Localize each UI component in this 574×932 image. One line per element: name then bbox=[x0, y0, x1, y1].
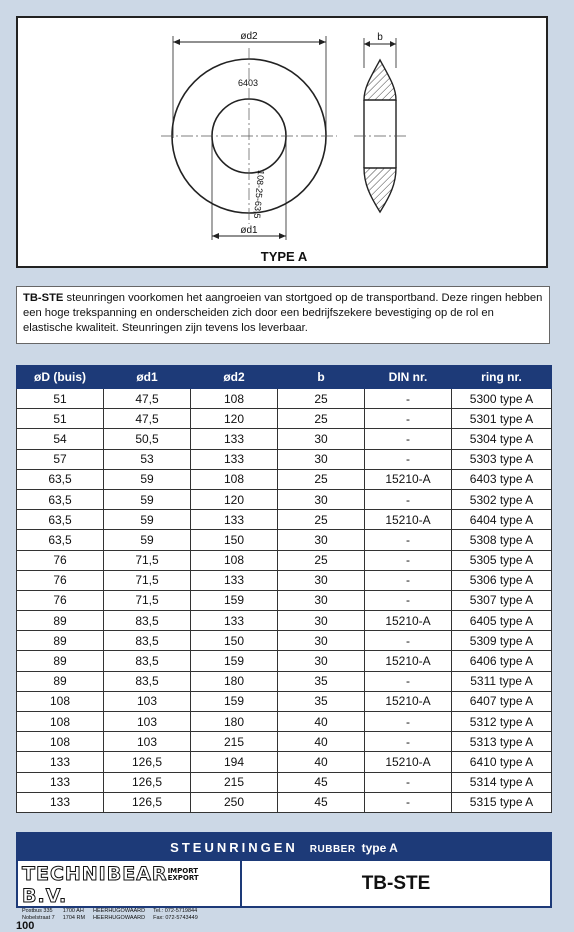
table-cell: 5301 type A bbox=[452, 409, 552, 429]
table-row bbox=[17, 691, 552, 711]
table-cell: 30 bbox=[278, 530, 365, 550]
table-cell: 63,5 bbox=[17, 530, 104, 550]
table-cell: 53 bbox=[104, 449, 191, 469]
table-row bbox=[17, 651, 552, 671]
table-cell: 133 bbox=[191, 449, 278, 469]
dimensions-table bbox=[16, 365, 552, 813]
table-row bbox=[17, 550, 552, 570]
table-cell: 133 bbox=[17, 772, 104, 792]
table-cell: 180 bbox=[191, 671, 278, 691]
table-cell: 5312 type A bbox=[452, 712, 552, 732]
table-cell: 25 bbox=[278, 550, 365, 570]
table-row bbox=[17, 510, 552, 530]
table-cell: 30 bbox=[278, 489, 365, 509]
table-cell: 25 bbox=[278, 389, 365, 409]
footer-material: RUBBER bbox=[309, 844, 356, 855]
table-cell: 54 bbox=[17, 429, 104, 449]
table-cell: - bbox=[365, 570, 452, 590]
description-box bbox=[16, 286, 550, 344]
table-cell: 45 bbox=[278, 772, 365, 792]
table-row bbox=[17, 530, 552, 550]
table-cell: 6404 type A bbox=[452, 510, 552, 530]
table-cell: 83,5 bbox=[104, 651, 191, 671]
table-cell: - bbox=[365, 489, 452, 509]
header-od1: ød1 bbox=[104, 366, 191, 389]
profile-top-section bbox=[364, 60, 396, 100]
table-row bbox=[17, 792, 552, 812]
table-cell: 5311 type A bbox=[452, 671, 552, 691]
table-header-row bbox=[17, 366, 552, 389]
table-cell: - bbox=[365, 732, 452, 752]
table-cell: 194 bbox=[191, 752, 278, 772]
table-cell: 40 bbox=[278, 732, 365, 752]
table-cell: 45 bbox=[278, 792, 365, 812]
ring-drawing bbox=[18, 18, 550, 270]
header-od-buis: øD (buis) bbox=[17, 366, 104, 389]
type-label: TYPE A bbox=[260, 249, 308, 264]
company-logo bbox=[22, 863, 236, 907]
od1-label: ød1 bbox=[240, 225, 258, 236]
ring-code-embossed: 6403 bbox=[237, 78, 259, 88]
table-cell: 126,5 bbox=[104, 752, 191, 772]
table-cell: 40 bbox=[278, 712, 365, 732]
table-cell: 103 bbox=[104, 691, 191, 711]
table-cell: 25 bbox=[278, 469, 365, 489]
table-cell: 15210-A bbox=[365, 510, 452, 530]
table-cell: 51 bbox=[17, 409, 104, 429]
table-cell: 57 bbox=[17, 449, 104, 469]
header-ring-nr: ring nr. bbox=[452, 366, 552, 389]
table-cell: 5313 type A bbox=[452, 732, 552, 752]
table-cell: 159 bbox=[191, 651, 278, 671]
table-cell: 5309 type A bbox=[452, 631, 552, 651]
table-cell: 30 bbox=[278, 611, 365, 631]
footer-type: type A bbox=[361, 841, 398, 855]
table-cell: 103 bbox=[104, 712, 191, 732]
header-od2: ød2 bbox=[191, 366, 278, 389]
table-cell: 5307 type A bbox=[452, 590, 552, 610]
table-cell: 15210-A bbox=[365, 691, 452, 711]
table-cell: 51 bbox=[17, 389, 104, 409]
table-cell: 126,5 bbox=[104, 772, 191, 792]
table-cell: 133 bbox=[191, 510, 278, 530]
table-cell: 126,5 bbox=[104, 792, 191, 812]
table-cell: 50,5 bbox=[104, 429, 191, 449]
table-row bbox=[17, 611, 552, 631]
table-cell: 6410 type A bbox=[452, 752, 552, 772]
table-cell: - bbox=[365, 792, 452, 812]
header-din-nr: DIN nr. bbox=[365, 366, 452, 389]
description-brand: TB-STE bbox=[23, 292, 64, 304]
table-cell: 25 bbox=[278, 409, 365, 429]
table-row bbox=[17, 772, 552, 792]
table-cell: 63,5 bbox=[17, 510, 104, 530]
table-cell: 47,5 bbox=[104, 389, 191, 409]
ring-dimensions-embossed: 108-25-63,5 bbox=[251, 169, 267, 219]
table-row bbox=[17, 570, 552, 590]
table-cell: 5304 type A bbox=[452, 429, 552, 449]
company-logo-block bbox=[18, 861, 242, 921]
table-cell: - bbox=[365, 590, 452, 610]
table-cell: 71,5 bbox=[104, 590, 191, 610]
table-cell: 83,5 bbox=[104, 631, 191, 651]
table-row bbox=[17, 631, 552, 651]
table-cell: 59 bbox=[104, 469, 191, 489]
table-cell: 76 bbox=[17, 550, 104, 570]
table-cell: 15210-A bbox=[365, 752, 452, 772]
table-cell: 108 bbox=[191, 469, 278, 489]
description-text: steunringen voorkomen het aangroeien van stortgoed op de transportband. Deze ringen hebben een hoge trekspanning en onderscheiden zich door een bedrijfszekere bevestiging op de rol en elastische kwaliteit. Steunringen zijn tevens los leverbaar. bbox=[23, 292, 543, 334]
table-cell: 159 bbox=[191, 691, 278, 711]
table-cell: 159 bbox=[191, 590, 278, 610]
table-cell: - bbox=[365, 631, 452, 651]
table-row bbox=[17, 671, 552, 691]
table-cell: 59 bbox=[104, 489, 191, 509]
table-cell: 180 bbox=[191, 712, 278, 732]
table-cell: 89 bbox=[17, 631, 104, 651]
table-cell: - bbox=[365, 429, 452, 449]
table-cell: 30 bbox=[278, 651, 365, 671]
table-row bbox=[17, 409, 552, 429]
table-row bbox=[17, 712, 552, 732]
table-cell: 103 bbox=[104, 732, 191, 752]
table-cell: 47,5 bbox=[104, 409, 191, 429]
table-cell: 133 bbox=[17, 792, 104, 812]
table-cell: 30 bbox=[278, 429, 365, 449]
profile-bottom-section bbox=[364, 168, 396, 212]
footer-title: STEUNRINGEN bbox=[170, 840, 298, 855]
table-cell: 5314 type A bbox=[452, 772, 552, 792]
company-address: Postbus 335 Nobelstraat 7 1700 AH 1704 RM HEERHUGOWAARD HEERHUGOWAARD Tel.: 072-5719844 Fax: 072-5743449 bbox=[22, 908, 198, 921]
dimensions-table-wrapper bbox=[16, 365, 551, 813]
header-b: b bbox=[278, 366, 365, 389]
table-cell: 40 bbox=[278, 752, 365, 772]
table-cell: 6403 type A bbox=[452, 469, 552, 489]
table-body bbox=[17, 389, 552, 813]
table-cell: - bbox=[365, 671, 452, 691]
table-cell: 250 bbox=[191, 792, 278, 812]
technical-drawing-panel bbox=[16, 16, 548, 268]
table-cell: 108 bbox=[17, 691, 104, 711]
table-cell: 15210-A bbox=[365, 611, 452, 631]
table-cell: 30 bbox=[278, 570, 365, 590]
table-row bbox=[17, 752, 552, 772]
table-cell: 35 bbox=[278, 691, 365, 711]
table-cell: 89 bbox=[17, 671, 104, 691]
table-cell: 150 bbox=[191, 631, 278, 651]
table-cell: 6405 type A bbox=[452, 611, 552, 631]
table-row bbox=[17, 389, 552, 409]
table-cell: 108 bbox=[191, 550, 278, 570]
table-cell: 120 bbox=[191, 489, 278, 509]
table-cell: 5300 type A bbox=[452, 389, 552, 409]
table-cell: 89 bbox=[17, 611, 104, 631]
logo-bv: B.V. bbox=[22, 885, 68, 907]
table-cell: 215 bbox=[191, 732, 278, 752]
table-cell: - bbox=[365, 550, 452, 570]
table-cell: - bbox=[365, 712, 452, 732]
table-cell: 5302 type A bbox=[452, 489, 552, 509]
table-cell: 59 bbox=[104, 530, 191, 550]
table-cell: 5308 type A bbox=[452, 530, 552, 550]
table-cell: 71,5 bbox=[104, 570, 191, 590]
table-cell: 133 bbox=[191, 570, 278, 590]
od2-label: ød2 bbox=[240, 31, 258, 42]
table-row bbox=[17, 732, 552, 752]
table-cell: 15210-A bbox=[365, 651, 452, 671]
table-cell: - bbox=[365, 530, 452, 550]
table-cell: 59 bbox=[104, 510, 191, 530]
table-cell: 5306 type A bbox=[452, 570, 552, 590]
table-row bbox=[17, 469, 552, 489]
table-cell: 150 bbox=[191, 530, 278, 550]
table-cell: 215 bbox=[191, 772, 278, 792]
table-cell: 35 bbox=[278, 671, 365, 691]
logo-import-export: IMPORT EXPORT bbox=[167, 866, 199, 882]
table-cell: 71,5 bbox=[104, 550, 191, 570]
table-cell: 89 bbox=[17, 651, 104, 671]
table-cell: 15210-A bbox=[365, 469, 452, 489]
footer bbox=[16, 832, 552, 921]
table-cell: 6407 type A bbox=[452, 691, 552, 711]
table-row bbox=[17, 449, 552, 469]
table-cell: 83,5 bbox=[104, 611, 191, 631]
table-cell: - bbox=[365, 389, 452, 409]
table-cell: 108 bbox=[191, 389, 278, 409]
table-cell: - bbox=[365, 449, 452, 469]
table-cell: 133 bbox=[17, 752, 104, 772]
logo-text: TECHNIBEAR bbox=[22, 863, 168, 885]
table-cell: 63,5 bbox=[17, 489, 104, 509]
table-cell: 25 bbox=[278, 510, 365, 530]
footer-title-bar bbox=[18, 834, 550, 861]
table-cell: 76 bbox=[17, 570, 104, 590]
table-cell: 108 bbox=[17, 712, 104, 732]
table-cell: 133 bbox=[191, 429, 278, 449]
b-label: b bbox=[377, 32, 383, 43]
table-cell: 133 bbox=[191, 611, 278, 631]
table-cell: 30 bbox=[278, 590, 365, 610]
page-number: 100 bbox=[16, 920, 35, 932]
table-row bbox=[17, 429, 552, 449]
table-cell: - bbox=[365, 772, 452, 792]
table-cell: 83,5 bbox=[104, 671, 191, 691]
table-cell: 120 bbox=[191, 409, 278, 429]
table-cell: 63,5 bbox=[17, 469, 104, 489]
table-cell: 30 bbox=[278, 631, 365, 651]
table-row bbox=[17, 489, 552, 509]
product-code: TB-STE bbox=[361, 873, 431, 894]
table-cell: 6406 type A bbox=[452, 651, 552, 671]
footer-bottom bbox=[18, 861, 550, 921]
table-row bbox=[17, 590, 552, 610]
table-cell: - bbox=[365, 409, 452, 429]
table-cell: 76 bbox=[17, 590, 104, 610]
table-cell: 30 bbox=[278, 449, 365, 469]
table-cell: 5305 type A bbox=[452, 550, 552, 570]
table-cell: 108 bbox=[17, 732, 104, 752]
table-cell: 5315 type A bbox=[452, 792, 552, 812]
table-cell: 5303 type A bbox=[452, 449, 552, 469]
